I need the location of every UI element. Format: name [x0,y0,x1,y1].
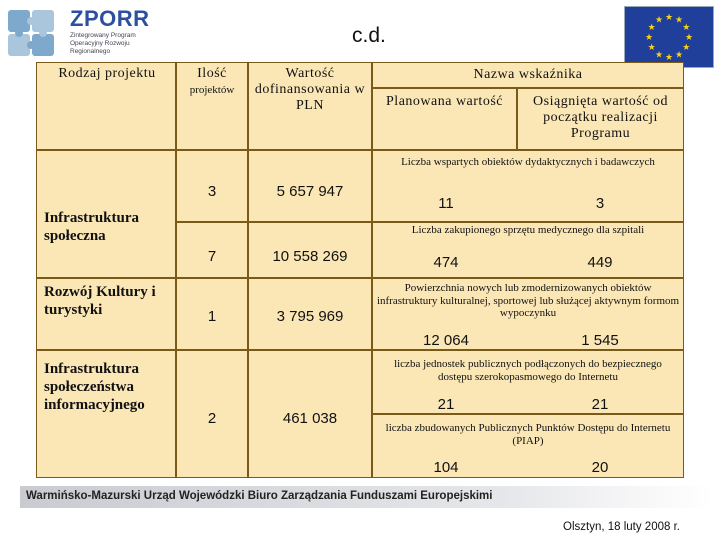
program-logo [70,6,160,56]
indicator-name: Powierzchnia nowych lub zmodernizowanych obiektów infrastruktury kulturalnej, sportowej lub służącej aktywnym formom wypoczynku [376,282,680,319]
indicator-achieved: 20 [591,459,609,476]
flag-star-icon: ★ [647,42,656,52]
flag-star-icon: ★ [654,49,664,60]
indicator-name: Liczba wspartych obiektów dydaktycznych i badawczych [401,156,655,168]
indicator-achieved: 21 [591,396,609,413]
puzzle-logo-icon [4,4,60,60]
indicator-planned: 21 [437,396,455,413]
project-count: 7 [207,248,217,265]
flag-star-icon: ★ [682,22,691,32]
project-type-label: Infrastruktura społeczeństwa informacyjnego [44,361,145,413]
header-planowana: Planowana wartość [386,94,503,109]
funding-value: 3 795 969 [276,308,344,325]
indicator-achieved: 3 [595,195,605,212]
header-wartosc: Wartość dofinansowania w PLN [254,66,366,113]
funding-value: 5 657 947 [276,183,344,200]
indicator-planned: 104 [433,459,459,476]
project-type-label: Infrastruktura społeczna [44,210,140,244]
header-osiagnieta: Osiągnięta wartość od początku realizacji Programu [533,94,668,141]
project-count: 3 [207,183,217,200]
flag-star-icon: ★ [674,14,684,25]
indicator-planned: 12 064 [423,332,469,349]
logo-subtitle: Zintegrowany Program Operacyjny Rozwoju Regionalnego [70,32,136,55]
project-type-label: Rozwój Kultury i turystyki [44,284,156,318]
flag-star-icon: ★ [664,52,674,62]
flag-star-icon: ★ [654,14,664,25]
header-ilosc: Ilość [197,66,227,81]
indicator-achieved: 449 [587,254,613,271]
footer-date: Olsztyn, 18 luty 2008 r. [563,521,680,533]
indicator-name: liczba zbudowanych Publicznych Punktów Dostępu do Internetu (PIAP) [385,422,671,447]
indicator-name: liczba jednostek publicznych podłączonych do bezpiecznego dostępu szerokopasmowego do Internetu [394,358,662,383]
funding-value: 461 038 [282,410,338,427]
project-count: 1 [207,308,217,325]
flag-star-icon: ★ [644,32,654,42]
flag-star-icon: ★ [647,22,656,32]
indicator-achieved: 1 545 [581,332,619,349]
logo-title: ZPORR [70,6,150,31]
indicator-name: Liczba zakupionego sprzętu medycznego dla szpitali [411,224,645,236]
footer-institution: Warmińsko-Mazurski Urząd Wojewódzki Biuro Zarządzania Funduszami Europejskimi [26,490,493,502]
header-rodzaj: Rodzaj projektu [58,66,156,81]
eu-flag-icon [624,6,714,68]
indicator-planned: 11 [438,195,454,212]
flag-star-icon: ★ [664,12,674,22]
flag-star-icon: ★ [682,42,691,52]
flag-star-icon: ★ [674,49,684,60]
page-title: c.d. [352,24,386,47]
flag-star-icon: ★ [684,32,694,42]
project-count: 2 [207,410,217,427]
funding-value: 10 558 269 [272,248,348,265]
header-nazwa: Nazwa wskaźnika [473,67,583,82]
indicator-planned: 474 [433,254,459,271]
header-ilosc-sub: projektów [189,84,235,96]
